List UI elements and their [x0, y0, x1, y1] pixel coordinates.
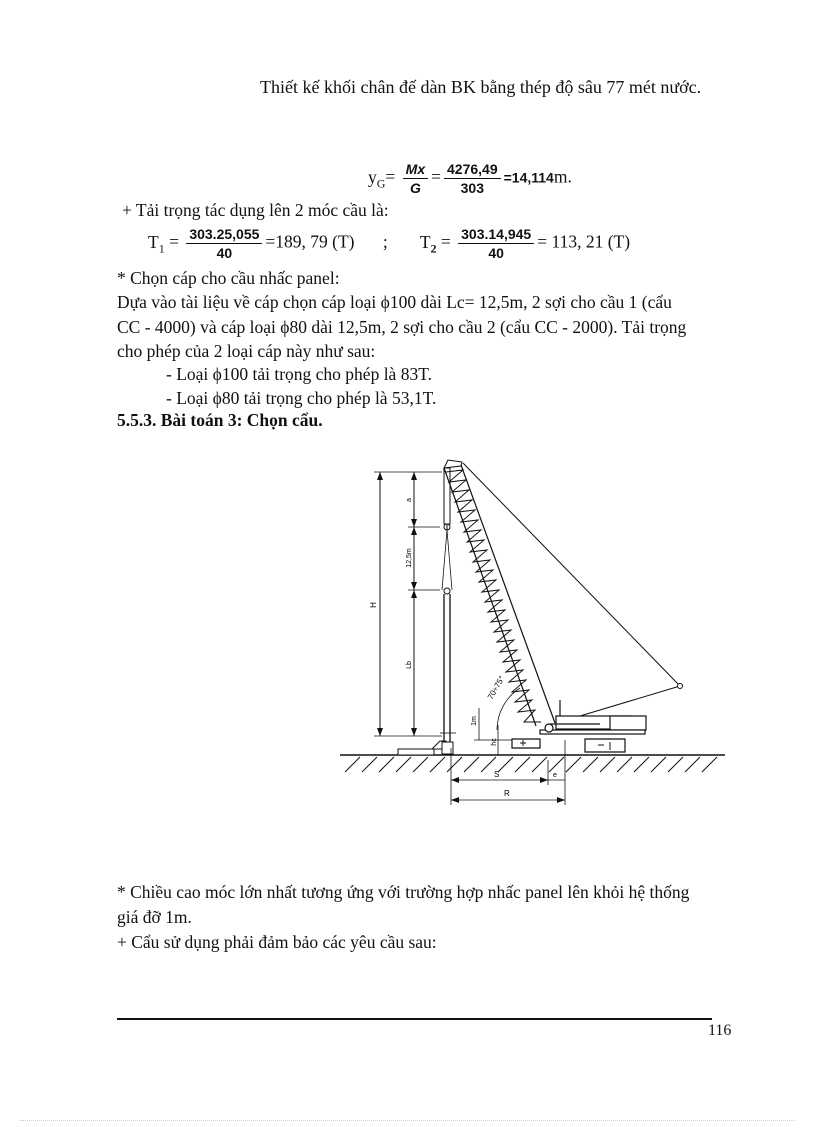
angle-arc: [497, 688, 520, 730]
cable-para-line: cho phép của 2 loại cáp này như sau:: [117, 341, 376, 361]
cable-item: - Loại ϕ100 tải trọng cho phép là 83T.: [166, 364, 432, 384]
label-h: H: [369, 602, 378, 608]
t1-result: =189, 79 (T): [265, 231, 355, 252]
label-angle: 70÷75°: [485, 674, 507, 701]
label-1m: 1m: [471, 716, 478, 726]
t1-label: $T_1$: [148, 231, 165, 256]
t2-result: = 113, 21 (T): [537, 231, 631, 252]
requirement-line: + Cẩu sử dụng phải đảm bảo các yêu cầu sau:: [117, 932, 437, 952]
label-lb: Lb: [406, 661, 413, 669]
label-r: R: [504, 789, 510, 798]
load-line: + Tải trọng tác dụng lên 2 móc cầu là:: [122, 200, 389, 220]
panel: [440, 588, 456, 742]
fraction-t1: $\frac{303.25,055}{40}$: [186, 225, 262, 262]
ground: [340, 755, 725, 772]
fraction-t2: $\frac{303.14,945}{40}$: [458, 225, 534, 262]
label-sling: 12,5m: [406, 548, 413, 568]
t-separator: ;: [382, 231, 388, 252]
footer-rule: [117, 1018, 712, 1020]
yg-label: $y_G$: [368, 166, 386, 191]
yg-unit: m.: [553, 166, 572, 187]
crane-body: [512, 700, 646, 752]
h-dimension: [374, 472, 442, 736]
cable-heading: * Chọn cáp cho cầu nhấc panel:: [117, 268, 340, 288]
formula-t: $T_1$ = $\frac{303.25,055}{40}$ =189, 79 (T) ; $T_2$ = $\frac{303.14,945}{40}$ = 113, 21 (T): [148, 226, 631, 261]
yg-eq: =: [385, 166, 396, 187]
fraction-moment: $\frac{4276,49}{303}$: [444, 160, 501, 197]
yg-result: =14,114: [503, 169, 554, 186]
label-hc: hc: [491, 738, 498, 746]
fraction-mx-g: $\frac{Mx}{G}$: [403, 160, 428, 197]
t2-label: $T_2$: [419, 231, 437, 256]
bottom-para-line: * Chiều cao móc lớn nhất tương ứng với trường hợp nhấc panel lên khỏi hệ thống: [117, 882, 690, 902]
page-number: 116: [708, 1022, 732, 1039]
crane-figure: [330, 455, 730, 815]
support-frame: [398, 741, 453, 755]
pendant-cable: [463, 463, 680, 686]
cable-item: - Loại ϕ80 tải trọng cho phép là 53,1T.: [166, 388, 437, 408]
cable-para-line: CC - 4000) và cáp loại ϕ80 dài 12,5m, 2 sợi cho cầu 2 (cẩu CC - 2000). Tải trọng: [117, 317, 687, 337]
cable-para-line: Dựa vào tài liệu về cáp chọn cáp loại ϕ100 dài Lc= 12,5m, 2 sợi cho cầu 1 (cẩu: [117, 292, 672, 312]
section-heading: 5.5.3. Bài toán 3: Chọn cẩu.: [117, 410, 323, 430]
label-a: a: [406, 498, 413, 502]
one-m-dimension: [474, 708, 540, 740]
page-edge: [20, 1120, 796, 1121]
height-chain: [408, 472, 440, 736]
page-header: Thiết kế khối chân đế dàn BK bằng thép độ sâu 77 mét nước.: [260, 77, 702, 97]
bottom-para-line: giá đỡ 1m.: [117, 907, 192, 927]
label-s: S: [494, 770, 500, 779]
label-e: e: [553, 772, 557, 779]
formula-yg: $y_G=$ $\frac{Mx}{G}$ = $\frac{4276,49}{303}$ =14,114m.: [368, 161, 572, 196]
